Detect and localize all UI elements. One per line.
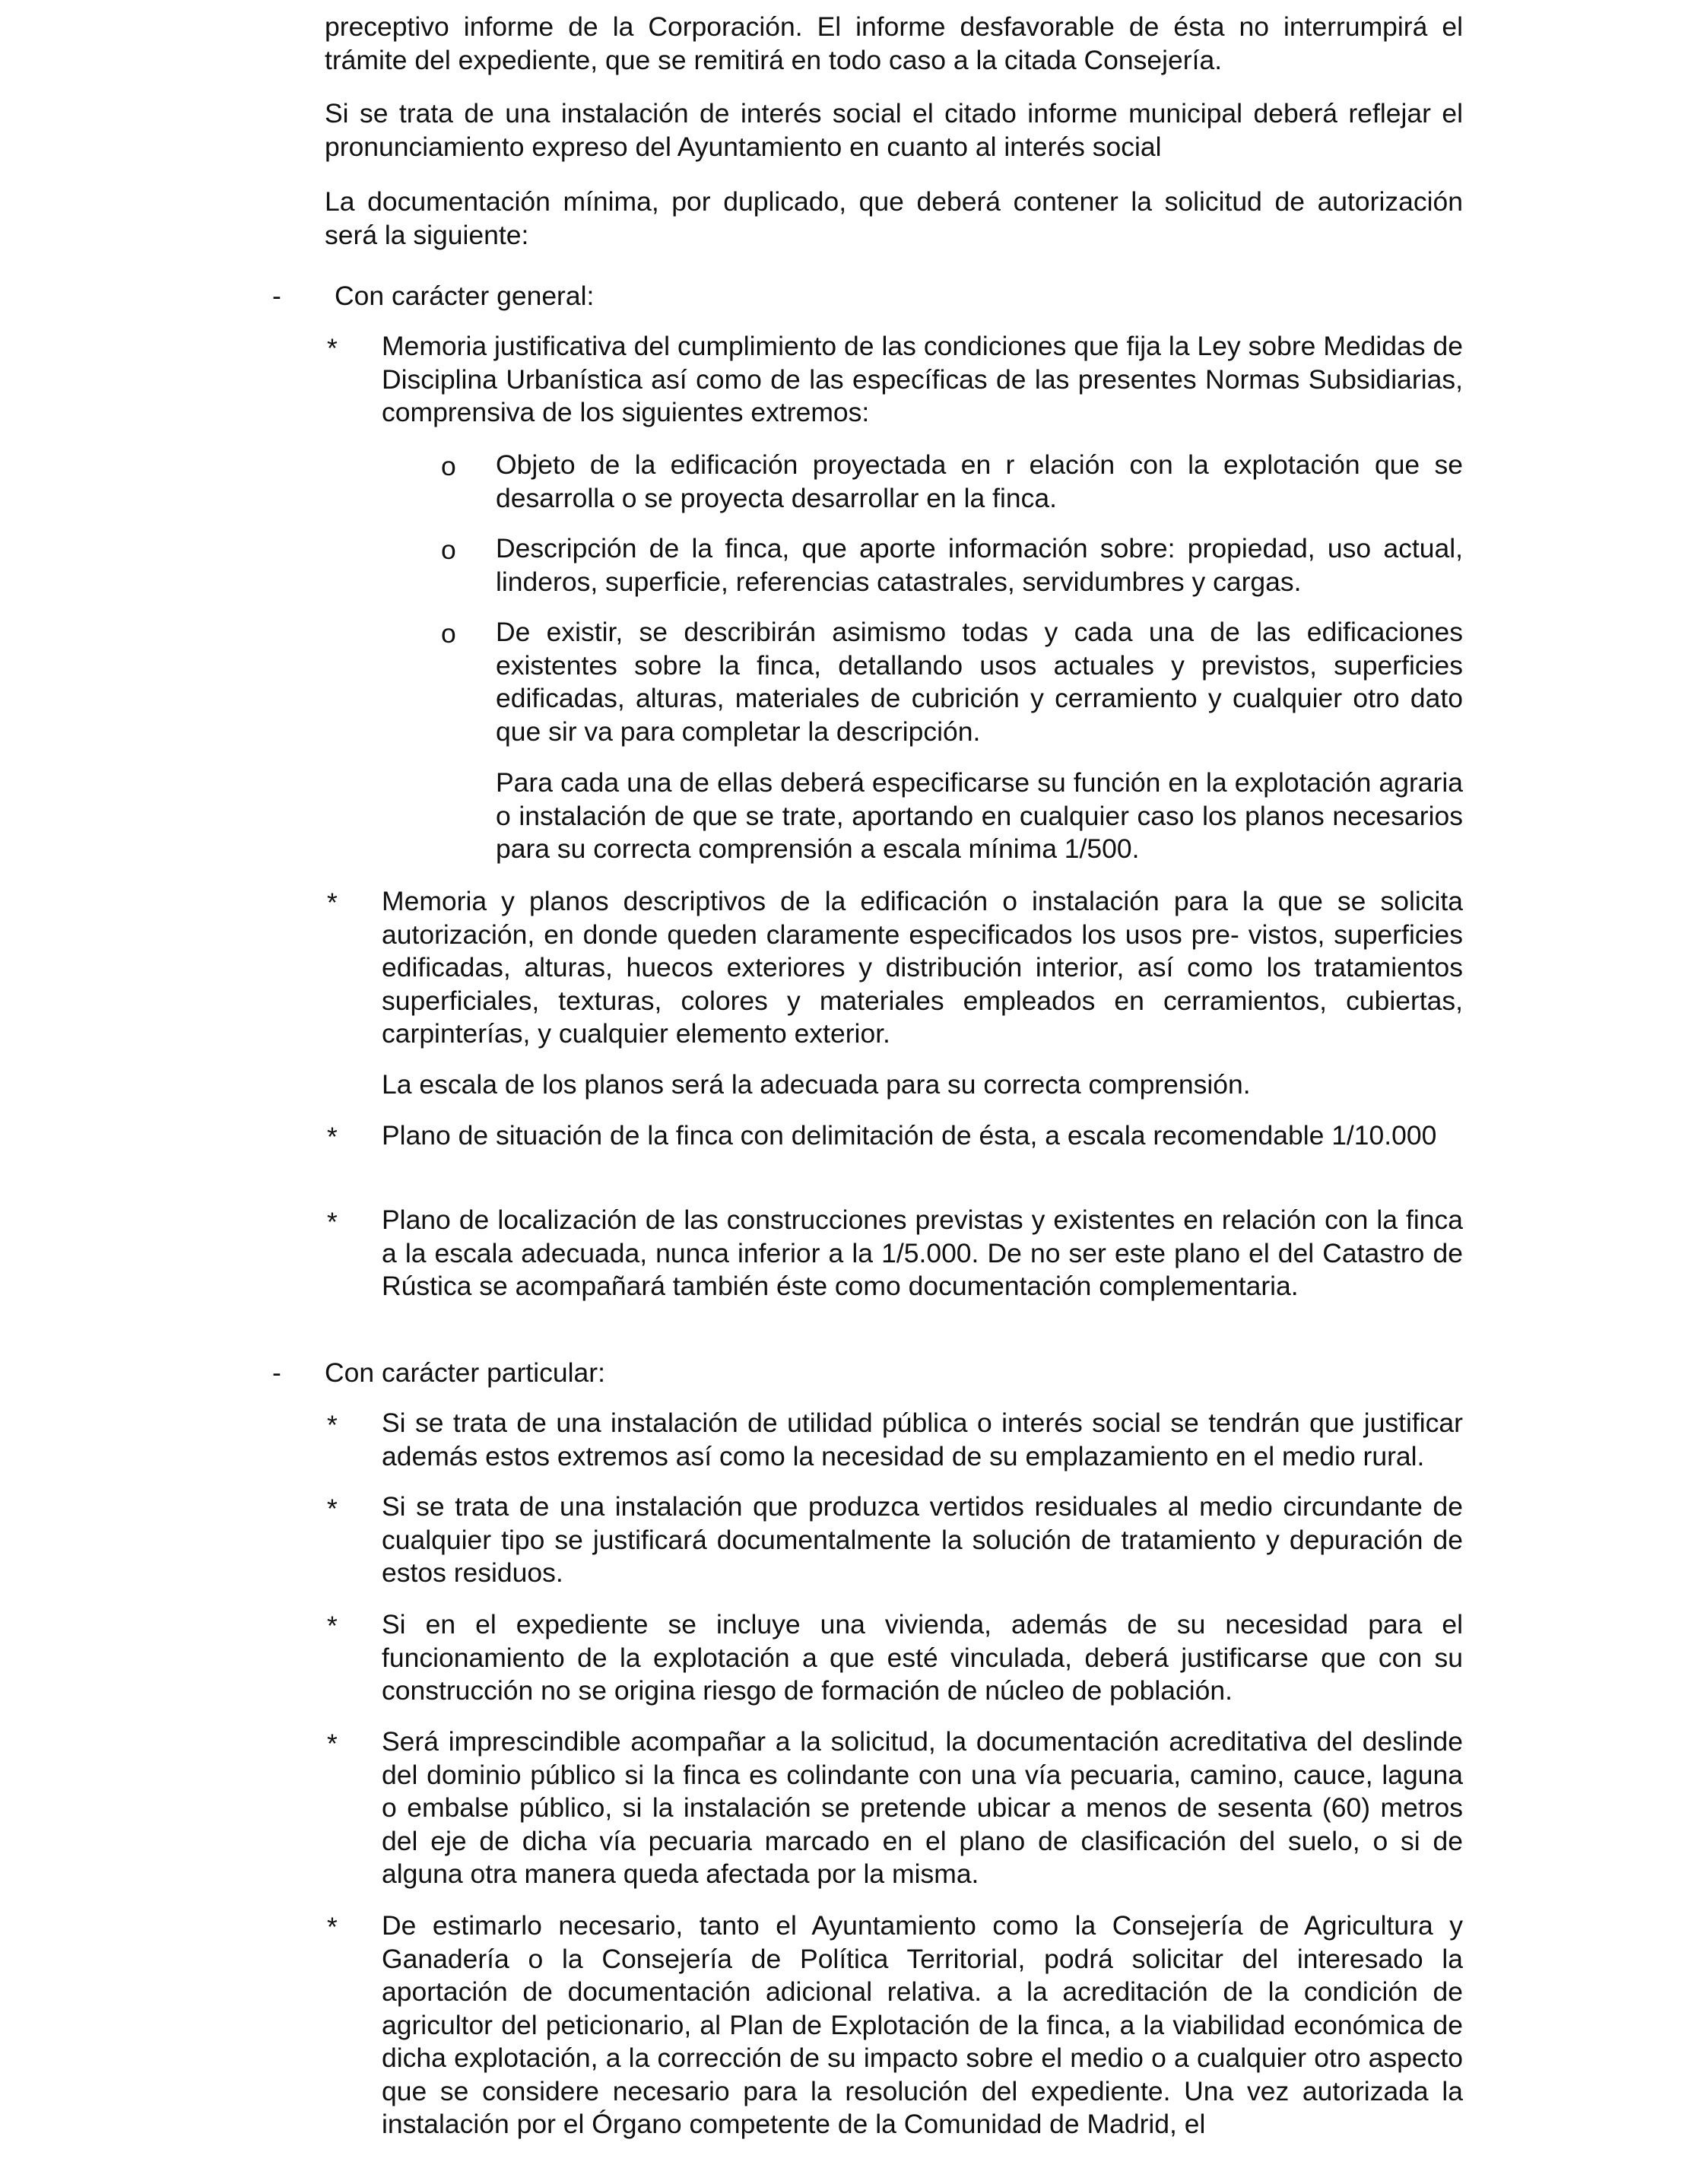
intro-paragraph: La documentación mínima, por duplicado, que deberá contener la solicitud de autorización será la siguiente: xyxy=(325,186,1463,250)
sub-list-item: Objeto de la edificación proyectada en r elación con la explotación que se desarrolla o se proyecta desarrollar en la finca. xyxy=(496,449,1463,513)
asterisk-bullet: * xyxy=(327,1611,338,1641)
list-item: Plano de situación de la finca con delimitación de ésta, a escala recomendable 1/10.000 xyxy=(382,1120,1437,1151)
asterisk-bullet: * xyxy=(327,1912,338,1942)
list-item: Memoria justificativa del cumplimiento de las condiciones que fija la Ley sobre Medidas de Disciplina Urbanística así como de las específicas de las presentes Normas Subsidiarias, comprensiva de los siguientes extremos: xyxy=(382,331,1463,427)
list-item: Si en el expediente se incluye una vivienda, además de su necesidad para el funcionamiento de la explotación a que esté vinculada, deberá justificarse que con su construcción no se origina riesgo de formación de núcleo de población. xyxy=(382,1609,1463,1706)
list-item-note: La escala de los planos será la adecuada para su correcta comprensión. xyxy=(382,1069,1251,1100)
list-item: Plano de localización de las construcciones previstas y existentes en relación con la finca a la escala adecuada, nunca inferior a la 1/5.000. De no ser este plano el del Catastro de Rústica se acompañará también éste como documentación complementaria. xyxy=(382,1205,1463,1301)
list-item: Si se trata de una instalación de utilidad pública o interés social se tendrán que justificar además estos extremos así como la necesidad de su emplazamiento en el medio rural. xyxy=(382,1408,1463,1471)
list-item: De estimarlo necesario, tanto el Ayuntamiento como la Consejería de Agricultura y Ganadería o la Consejería de Política Territorial, podrá solicitar del interesado la aportación de documentación adicional relativa. a la acreditación de la condición de agricultor del peticionario, al Plan de Explotación de la finca, a la viabilidad económica de dicha explotación, a la corrección de su impacto sobre el medio o a cualquier otro aspecto que se considere necesario para la resolución del expediente. Una vez autorizada la instalación por el Órgano competente de la Comunidad de Madrid, el xyxy=(382,1910,1463,2139)
asterisk-bullet: * xyxy=(327,887,338,918)
asterisk-bullet: * xyxy=(327,1410,338,1440)
intro-paragraph: Si se trata de una instalación de interés social el citado informe municipal deberá reflejar el pronunciamiento expreso del Ayuntamiento en cuanto al interés social xyxy=(325,98,1463,162)
list-item: Si se trata de una instalación que produzca vertidos residuales al medio circundante de cualquier tipo se justificará documentalmente la solución de tratamiento y depuración de estos residuos. xyxy=(382,1491,1463,1588)
sub-list-item: Descripción de la finca, que aporte información sobre: propiedad, uso actual, linderos, superficie, referencias catastrales, servidumbres y cargas. xyxy=(496,533,1463,597)
sub-list-note: Para cada una de ellas deberá especificarse su función en la explotación agraria o instalación de que se trate, aportando en cualquier caso los planos necesarios para su correcta comprensión a escala mínima 1/500. xyxy=(496,767,1463,864)
dash-bullet: - xyxy=(272,281,281,311)
asterisk-bullet: * xyxy=(327,333,338,363)
dash-bullet: - xyxy=(272,1357,281,1388)
circle-bullet: o xyxy=(441,451,456,481)
intro-paragraph: preceptivo informe de la Corporación. El informe desfavorable de ésta no interrumpirá el trámite del expediente, que se remitirá en todo caso a la citada Consejería. xyxy=(325,11,1463,75)
list-item: Será imprescindible acompañar a la solicitud, la documentación acreditativa del deslinde del dominio público si la finca es colindante con una vía pecuaria, camino, cauce, laguna o embalse público, si la instalación se pretende ubicar a menos de sesenta (60) metros del eje de dicha vía pecuaria marcado en el plano de clasificación del suelo, o si de alguna otra manera queda afectada por la misma. xyxy=(382,1726,1463,1889)
asterisk-bullet: * xyxy=(327,1494,338,1524)
circle-bullet: o xyxy=(441,618,456,649)
asterisk-bullet: * xyxy=(327,1728,338,1759)
asterisk-bullet: * xyxy=(327,1122,338,1152)
sub-list-item: De existir, se describirán asimismo todas y cada una de las edificaciones existentes sobre la finca, detallando usos actuales y previstos, superficies edificadas, alturas, materiales de cubrición y cerramiento y cualquier otro dato que sir va para completar la descripción. xyxy=(496,617,1463,747)
asterisk-bullet: * xyxy=(327,1207,338,1237)
list-item: Memoria y planos descriptivos de la edificación o instalación para la que se solicita autorización, en donde queden claramente especificados los usos pre- vistos, superficies edificadas, alturas, huecos exteriores y distribución interior, así como los tratamientos superficiales, texturas, colores y materiales empleados en cerramientos, cubiertas, carpinterías, y cualquier elemento exterior. xyxy=(382,886,1463,1049)
section-heading-particular: Con carácter particular: xyxy=(325,1357,605,1388)
section-heading-general: Con carácter general: xyxy=(335,281,595,311)
circle-bullet: o xyxy=(441,535,456,565)
